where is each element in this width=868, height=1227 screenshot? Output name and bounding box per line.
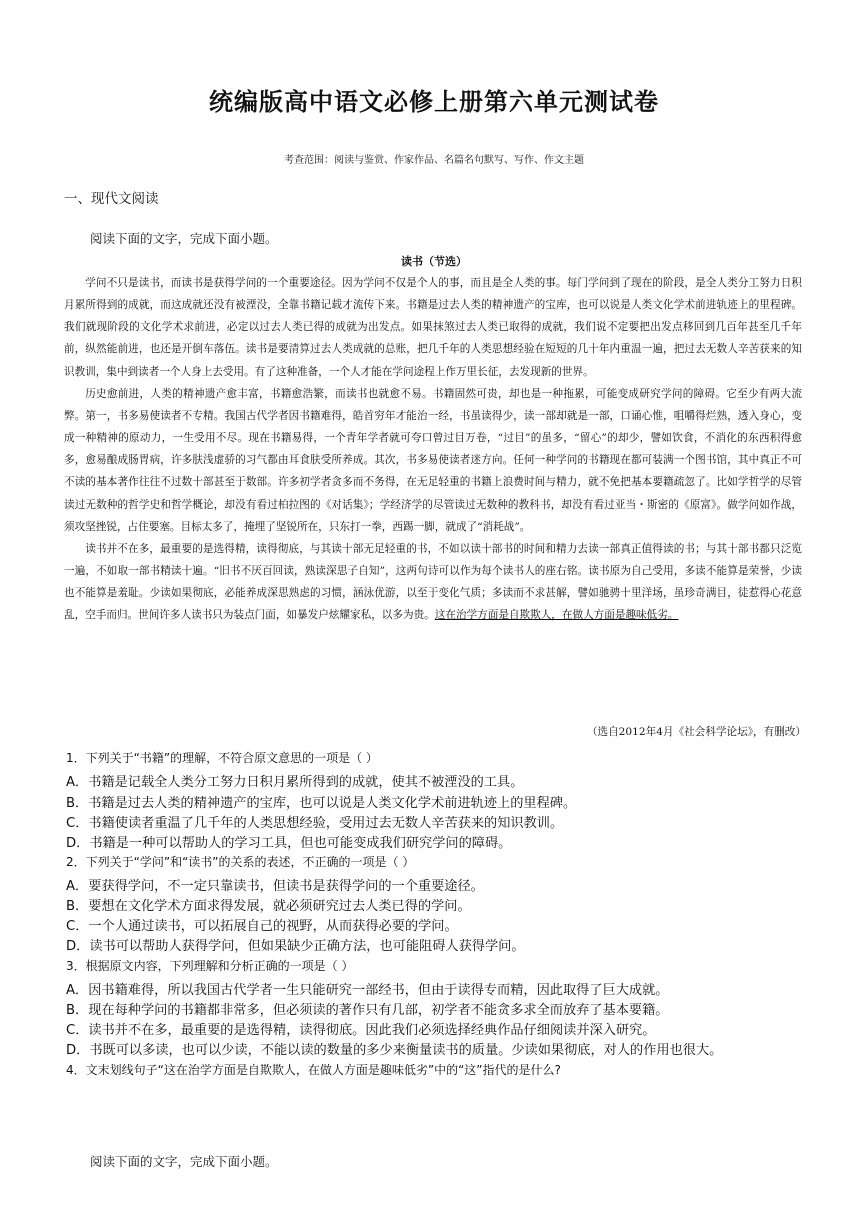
question-2-option-d: D．读书可以帮助人获得学问，但如果缺少正确方法，也可能阻碍人获得学问。 bbox=[66, 939, 525, 954]
question-1-option-d: D．书籍是一种可以帮助人的学习工具，但也可能变成我们研究学问的障碍。 bbox=[66, 836, 512, 851]
reading-instruction: 阅读下面的文字，完成下面小题。 bbox=[90, 231, 278, 246]
paragraph-3-text: 读书并不在多，最重要的是选得精，读得彻底，与其读十部无足轻重的书，不如以读十部书的时间和精力去读一部真正值得读的书；与其十部书都只泛览一遍，不如取一部书精读十遍。“旧书不厌百回读，熟读深思子自知”，这两句诗可以作为每个读书人的座右铭。读书原为自己受用，多读不能算是荣誉，少读也不能算是羞耻。少读如果彻底，必能养成深思熟虑的习惯，涵泳优游，以至于变化气质；多读而不求甚解，譬如驰骋十里洋场，虽珍奇满目，徒惹得心花意乱，空手而归。世间许多人读书只为装点门面，如暴发户炫耀家私，以多为贵。 bbox=[64, 542, 802, 622]
question-3-stem: 3．根据原文内容，下列理解和分析正确的一项是（ ） bbox=[66, 959, 354, 973]
article-body bbox=[64, 272, 802, 627]
question-1-option-c: C．书籍使读者重温了几千年的人类思想经验，受用过去无数人辛苦获来的知识教训。 bbox=[66, 816, 564, 831]
question-4-stem: 4．文末划线句子“这在治学方面是自欺欺人，在做人方面是趣味低劣”中的“这”指代的是什么? bbox=[66, 1063, 561, 1077]
question-3-option-d: D．书既可以多读，也可以少读，不能以读的数量的多少来衡量读书的质量。少读如果彻底，对人的作用也很大。 bbox=[66, 1043, 723, 1058]
question-2-option-c: C．一个人通过读书，可以拓展自己的视野，从而获得必要的学问。 bbox=[66, 919, 458, 934]
question-2-stem: 2．下列关于“学问”和“读书”的关系的表述，不正确的一项是（ ） bbox=[66, 855, 415, 869]
page-title: 统编版高中语文必修上册第六单元测试卷 bbox=[209, 88, 659, 116]
article-title: 读书（节选） bbox=[401, 255, 467, 268]
article-paragraph-1: 学问不只是读书，而读书是获得学问的一个重要途径。因为学问不仅是个人的事，而且是全人类的事。每门学问到了现在的阶段，是全人类分工努力日积月累所得到的成就，而这成就还没有被湮没，全靠书籍记载才流传下来。书籍是过去人类的精神遗产的宝库，也可以说是人类文化学术前进轨迹上的里程碑。我们就现阶段的文化学术求前进，必定以过去人类已得的成就为出发点。如果抹煞过去人类已取得的成就，我们说不定要把出发点移回到几百年甚至几千年前，纵然能前进，也还是开倒车落伍。读书是要清算过去人类成就的总账，把几千年的人类思想经验在短短的几十年内重温一遍，把过去无数人辛苦获来的知识教训，集中到读者一个人身上去受用。有了这种准备，一个人才能在学问途程上作万里长征，去发现新的世界。 bbox=[64, 277, 802, 378]
underlined-sentence: 这在治学方面是自欺欺人，在做人方面是趣味低劣。 bbox=[434, 609, 679, 622]
question-2-option-b: B．要想在文化学术方面求得发展，就必须研究过去人类已得的学问。 bbox=[66, 899, 471, 914]
next-reading-instruction: 阅读下面的文字，完成下面小题。 bbox=[90, 1154, 278, 1169]
question-3-option-b: B．现在每种学问的书籍都非常多，但必须读的著作只有几部，初学者不能贪多求全而放弃了基本要籍。 bbox=[66, 1003, 669, 1018]
article-paragraph-3 bbox=[64, 538, 802, 627]
question-3-option-a: A．因书籍难得，所以我国古代学者一生只能研究一部经书，但由于读得专而精，因此取得了巨大成就。 bbox=[66, 983, 669, 998]
question-2-option-a: A．要获得学问，不一定只靠读书，但读书是获得学问的一个重要途径。 bbox=[66, 879, 484, 894]
question-1-option-a: A．书籍是记载全人类分工努力日积月累所得到的成就，使其不被湮没的工具。 bbox=[66, 775, 524, 790]
article-source: （选自2012年4月《社会科学论坛》，有删改） bbox=[586, 726, 806, 738]
question-1-option-b: B．书籍是过去人类的精神遗产的宝库，也可以说是人类文化学术前进轨迹上的里程碑。 bbox=[66, 796, 577, 811]
question-3-option-c: C．读书并不在多，最重要的是选得精，读得彻底。因此我们必须选择经典作品仔细阅读并深入研究。 bbox=[66, 1023, 656, 1038]
question-1-stem: 1．下列关于“书籍”的理解，不符合原文意思的一项是（ ） bbox=[66, 751, 378, 765]
section-heading: 一、现代文阅读 bbox=[64, 191, 159, 207]
exam-scope: 考查范围：阅读与鉴赏、作家作品、名篇名句默写、写作、作文主题 bbox=[284, 155, 584, 166]
article-paragraph-2: 历史愈前进，人类的精神遗产愈丰富，书籍愈浩繁，而读书也就愈不易。书籍固然可贵，却也是一种拖累，可能变成研究学问的障碍。它至少有两大流弊。第一，书多易使读者不专精。我国古代学者因书籍难得，皓首穷年才能治一经，书虽读得少，读一部却就是一部，口诵心惟，咀嚼得烂熟，透入身心，变成一种精神的原动力，一生受用不尽。现在书籍易得，一个青年学者就可夸口曾过目万卷，“过目”的虽多，“留心”的却少，譬如饮食，不消化的东西积得愈多，愈易酿成肠胃病，许多肤浅虚骄的习气都由耳食肤受所养成。其次，书多易使读者迷方向。任何一种学问的书籍现在都可装满一个图书馆，其中真正不可不读的基本著作往往不过数十部甚至于数部。许多初学者贪多而不务得，在无足轻重的书籍上浪费时间与精力，就不免把基本要籍疏忽了。比如学哲学的尽管读过无数种的哲学史和哲学概论，却没有看过柏拉图的《对话集》；学经济学的尽管读过无数种的教科书，却没有看过亚当・斯密的《原富》。做学问如作战，须攻坚挫锐，占住要塞。目标太多了，掩埋了坚锐所在，只东打一拳，西踢一脚，就成了“消耗战”。 bbox=[64, 387, 802, 533]
